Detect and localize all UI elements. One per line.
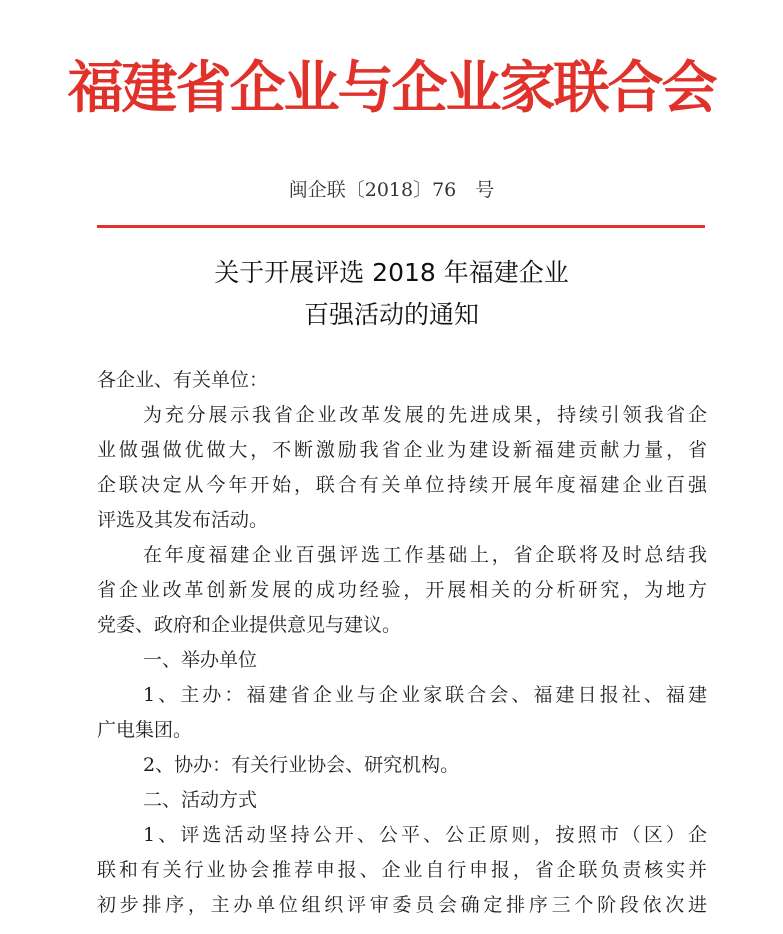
paragraph-2-line-2: 省企业改革创新发展的成功经验，开展相关的分析研究，为地方: [97, 579, 707, 601]
paragraph-2-line-3: 党委、政府和企业提供意见与建议。: [97, 614, 402, 636]
notice-title-line-1: 关于开展评选 2018 年福建企业: [214, 258, 569, 287]
document-number: 闽企联〔2018〕76 号: [288, 179, 495, 201]
paragraph-1-line-4: 评选及其发布活动。: [97, 509, 269, 531]
method-line-1: 1、评选活动坚持公开、公平、公正原则，按照市（区）企: [143, 824, 707, 846]
paragraph-1-line-1: 为充分展示我省企业改革发展的先进成果，持续引领我省企: [143, 404, 707, 426]
paragraph-2-line-1: 在年度福建企业百强评选工作基础上，省企联将及时总结我: [143, 544, 707, 566]
organizer-host-line-2: 广电集团。: [97, 719, 193, 741]
paragraph-1-line-3: 企联决定从今年开始，联合有关单位持续开展年度福建企业百强: [97, 474, 707, 496]
section-heading-organizers: 一、举办单位: [143, 649, 258, 671]
paragraph-1-line-2: 业做强做优做大，不断激励我省企业为建设新福建贡献力量，省: [97, 439, 707, 461]
organizer-host-line-1: 1、主办：福建省企业与企业家联合会、福建日报社、福建: [143, 684, 707, 706]
salutation: 各企业、有关单位：: [97, 369, 269, 391]
organization-header: 福建省企业与企业家联合会: [67, 55, 716, 121]
organizer-co-host: 2、协办：有关行业协会、研究机构。: [143, 754, 460, 776]
method-line-2: 联和有关行业协会推荐申报、企业自行申报，省企联负责核实并: [97, 859, 707, 881]
red-divider-line: [97, 225, 705, 228]
notice-title-line-2: 百强活动的通知: [303, 300, 479, 329]
section-heading-method: 二、活动方式: [143, 789, 258, 811]
method-line-3: 初步排序，主办单位组织评审委员会确定排序三个阶段依次进: [97, 894, 707, 916]
